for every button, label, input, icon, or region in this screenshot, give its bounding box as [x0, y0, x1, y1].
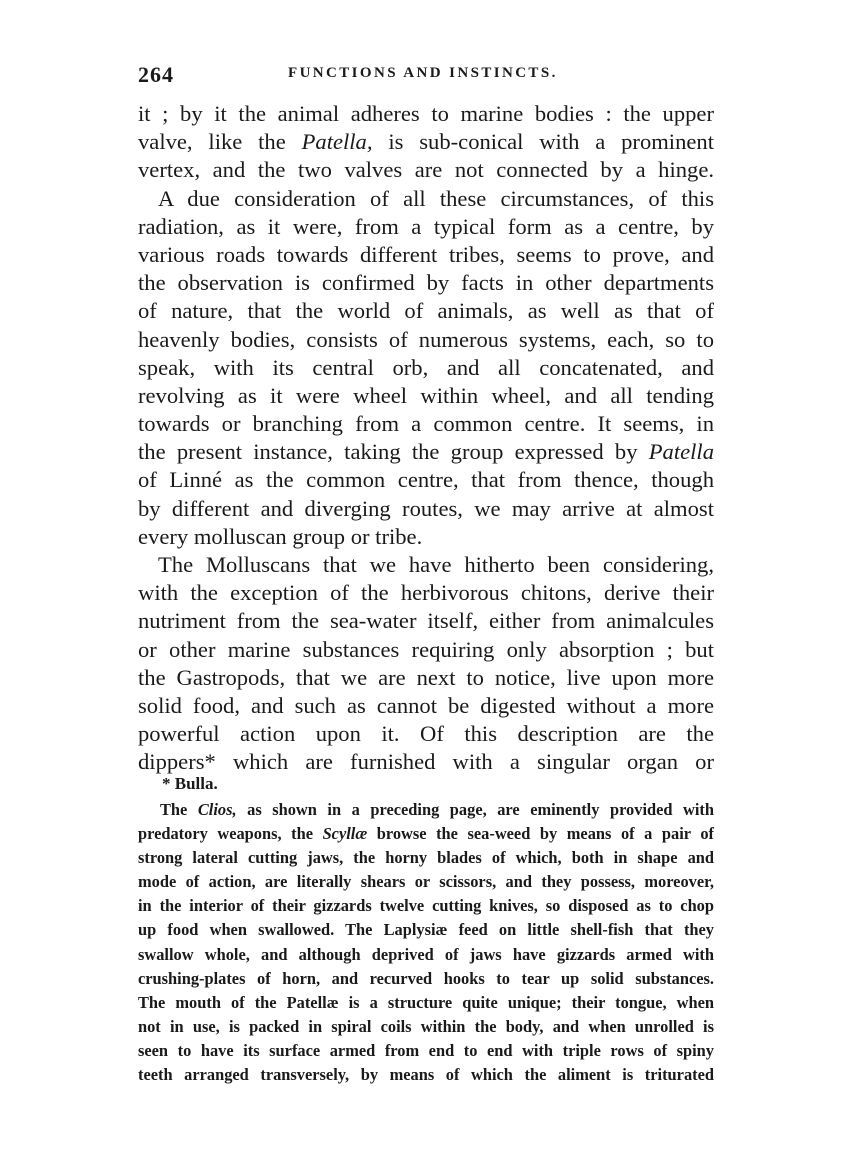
note-line: up food when swallowed. The Laplysiæ feed on little shell-fish that they [138, 920, 714, 940]
note-line: swallow whole, and although deprived of jaws have gizzards armed with [138, 944, 714, 964]
text-line: or other marine substances requiring only absorption ; but [138, 636, 714, 662]
running-head [138, 62, 718, 88]
text-line: various roads towards different tribes, seems to prove, and [138, 241, 714, 267]
text-line: dippers* which are furnished with a singular organ or [138, 749, 714, 775]
note-line: in the interior of their gizzards twelve cutting knives, so disposed as to chop [138, 896, 714, 916]
note-line: The mouth of the Patellæ is a structure quite unique; their tongue, when [138, 992, 714, 1012]
text-line: with the exception of the herbivorous chitons, derive their [138, 580, 714, 606]
text-line: towards or branching from a common centre. It seems, in [138, 411, 714, 437]
text-line: radiation, as it were, from a typical form as a centre, by [138, 213, 714, 239]
text-line: the Gastropods, that we are next to notice, live upon more [138, 664, 714, 690]
text-line: nutriment from the sea-water itself, either from animalcules [138, 608, 714, 634]
text-line: valve, like the Patella, is sub-conical with a prominent [138, 129, 714, 155]
footnote: * Bulla. [162, 774, 218, 793]
text-line: The Molluscans that we have hitherto been considering, [158, 552, 714, 577]
note-line: predatory weapons, the Scyllæ browse the sea-weed by means of a pair of [138, 824, 714, 844]
text-line: vertex, and the two valves are not connected by a hinge. [138, 157, 714, 183]
text-line: every molluscan group or tribe. [138, 523, 423, 549]
note-line: not in use, is packed in spiral coils within the body, and when unrolled is [138, 1016, 714, 1036]
note-line: teeth arranged transversely, by means of which the aliment is triturated [138, 1065, 714, 1085]
text-line: by different and diverging routes, we may arrive at almost [138, 495, 714, 521]
running-title: FUNCTIONS AND INSTINCTS. [288, 65, 558, 81]
text-line: of nature, that the world of animals, as well as that of [138, 298, 714, 324]
text-line: speak, with its central orb, and all concatenated, and [138, 354, 714, 380]
note-line: mode of action, are literally shears or scissors, and they possess, moreover, [138, 872, 714, 892]
note-line: strong lateral cutting jaws, the horny blades of which, both in shape and [138, 848, 714, 868]
text-line: A due consideration of all these circumstances, of this [158, 185, 714, 211]
text-line: solid food, and such as cannot be digested without a more [138, 692, 714, 718]
note-line: crushing-plates of horn, and recurved hooks to tear up solid substances. [138, 968, 714, 988]
text-line: the present instance, taking the group expressed by Patella [138, 439, 714, 465]
note-line: seen to have its surface armed from end to end with triple rows of spiny [138, 1040, 714, 1060]
text-line: of Linné as the common centre, that from thence, though [138, 467, 714, 493]
note-line: The Clios, as shown in a preceding page, are eminently provided with [160, 800, 715, 819]
page-number: 264 [138, 62, 174, 87]
text-line: the observation is confirmed by facts in other departments [138, 270, 714, 296]
text-line: revolving as it were wheel within wheel, and all tending [138, 382, 714, 408]
text-line: heavenly bodies, consists of numerous systems, each, so to [138, 326, 714, 352]
text-line: powerful action upon it. Of this description are the [138, 721, 714, 747]
main-text [138, 100, 714, 777]
text-line: it ; by it the animal adheres to marine bodies : the upper [138, 101, 714, 126]
note-paragraph [138, 798, 714, 1087]
